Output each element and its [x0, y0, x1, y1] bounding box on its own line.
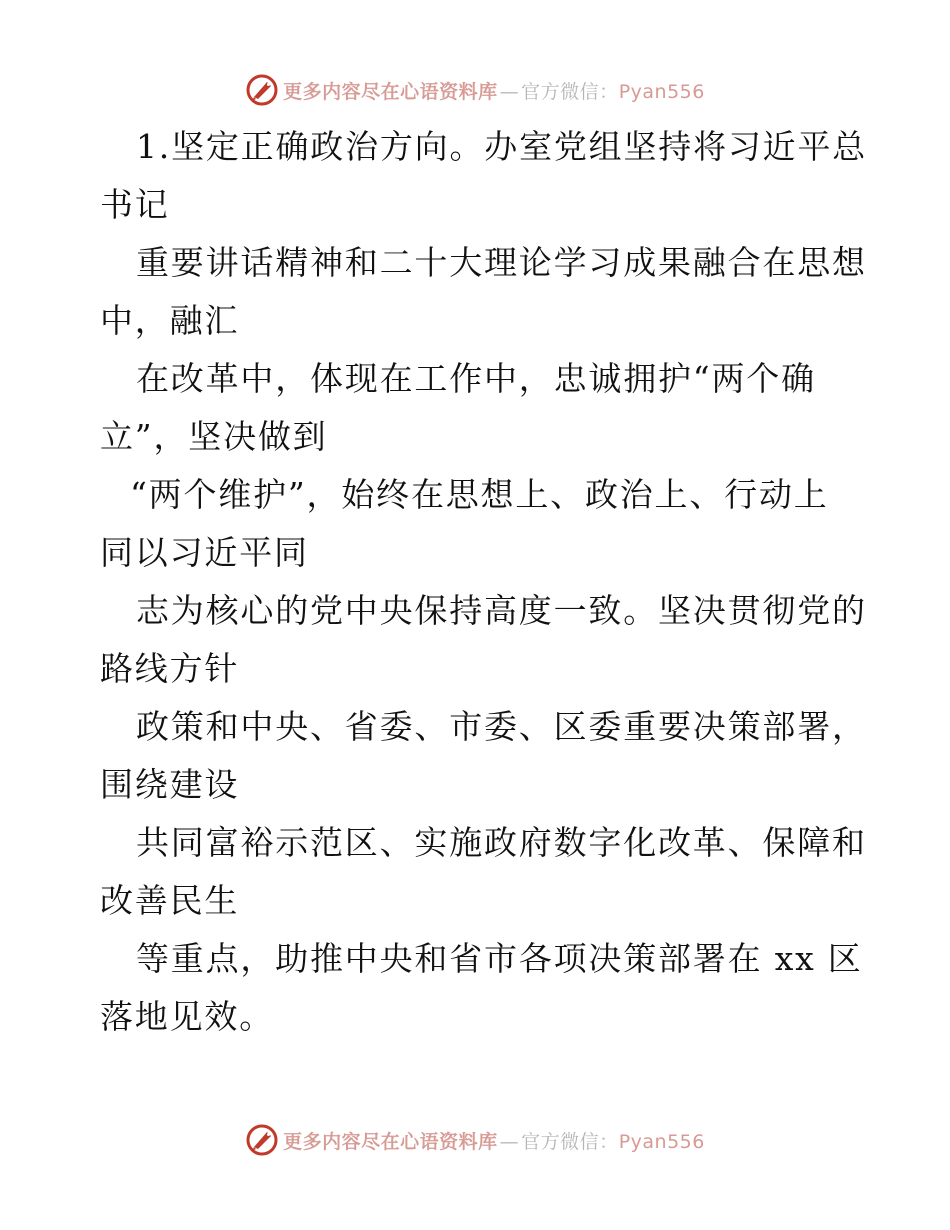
footer-banner-wechat-id: Pyan556 — [618, 1130, 705, 1153]
body-line: 志为核心的党中央保持高度一致。坚决贯彻党的 — [136, 591, 867, 630]
footer-banner-dash: — — [499, 1130, 520, 1153]
body-line: 围绕建设 — [100, 765, 240, 804]
header-banner-title: 更多内容尽在心语资料库 — [283, 80, 498, 103]
header-banner-wechat-id: Pyan556 — [618, 80, 705, 103]
footer-banner-text — [283, 1127, 705, 1154]
body-line: 中，融汇 — [100, 301, 240, 340]
pen-nib-logo-icon — [245, 73, 279, 107]
body-line: 在改革中，体现在工作中，忠诚拥护“两个确 — [136, 359, 816, 398]
body-line: 共同富裕示范区、实施政府数字化改革、保障和 — [136, 823, 867, 862]
body-line: 改善民生 — [100, 881, 240, 920]
header-banner-dash: — — [499, 80, 520, 103]
header-banner — [0, 70, 950, 110]
body-line: 书记 — [100, 185, 170, 224]
footer-banner-title: 更多内容尽在心语资料库 — [283, 1130, 498, 1153]
footer-banner-wechat-label: 官方微信： — [521, 1130, 619, 1153]
header-banner-text — [283, 77, 705, 104]
body-line: 1.坚定正确政治方向。办室党组坚持将习近平总 — [136, 127, 868, 166]
body-line: 政策和中央、省委、市委、区委重要决策部署， — [136, 707, 867, 746]
body-line: 路线方针 — [100, 649, 240, 688]
body-line: “两个维护”，始终在思想上、政治上、行动上 — [130, 475, 829, 514]
body-line: 等重点，助推中央和省市各项决策部署在 xx 区 — [136, 939, 863, 978]
body-line: 立”，坚决做到 — [100, 417, 328, 456]
body-line: 落地见效。 — [100, 997, 274, 1036]
document-body — [100, 118, 868, 1046]
body-line: 重要讲话精神和二十大理论学习成果融合在思想 — [136, 243, 867, 282]
body-line: 同以习近平同 — [100, 533, 309, 572]
pen-nib-logo-icon — [245, 1123, 279, 1157]
header-banner-wechat-label: 官方微信： — [521, 80, 619, 103]
footer-banner — [0, 1120, 950, 1160]
